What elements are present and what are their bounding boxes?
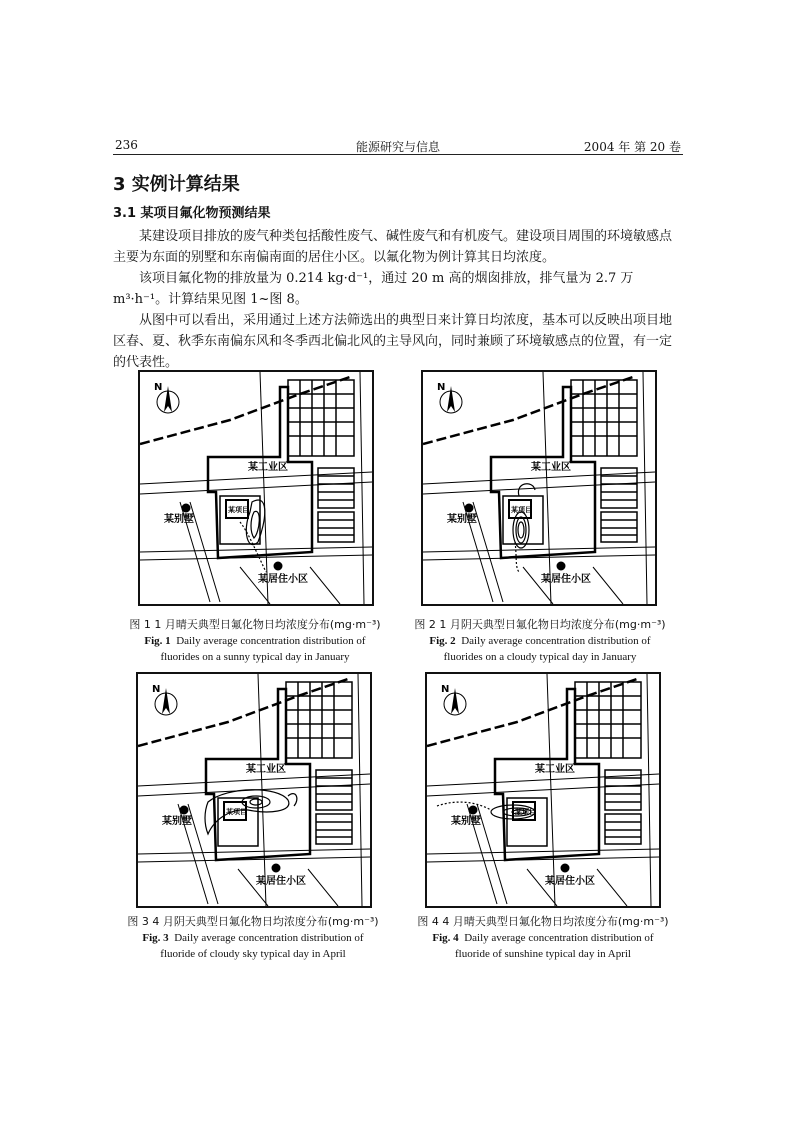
villa-label: 某别墅 — [447, 514, 477, 525]
figure-4-caption-en2: fluoride of sunshine typical day in April — [455, 948, 631, 960]
residential-label: 某居住小区 — [545, 876, 595, 887]
figure-3-label: Fig. 3 — [142, 932, 169, 944]
figure-1-label: Fig. 1 — [144, 635, 171, 647]
figure-2-caption-cn: 图 2 1 月阴天典型日氟化物日均浓度分布(mg·m⁻³) — [414, 618, 666, 631]
residential-label: 某居住小区 — [256, 876, 306, 887]
figure-4-map — [425, 672, 661, 908]
year-volume: 2004 年 第 20 卷 — [583, 140, 681, 154]
figure-1-caption-en1: Daily average concentration distribution of — [176, 635, 366, 647]
subsection-title: 3.1 某项目氟化物预测结果 — [113, 206, 271, 221]
figure-3-caption-en2: fluoride of cloudy sky typical day in April — [160, 948, 346, 960]
villa-label: 某别墅 — [162, 816, 192, 827]
paragraph-2: 该项目氟化物的排放量为 0.214 kg·d⁻¹，通过 20 m 高的烟囱排放，排气量为 2.7 万 m³·h⁻¹。计算结果见图 1~图 8。 — [113, 271, 634, 307]
residential-label: 某居住小区 — [258, 574, 308, 585]
industrial-zone-label: 某工业区 — [535, 764, 575, 775]
figure-4-caption-cn: 图 4 4 月晴天典型日氟化物日均浓度分布(mg·m⁻³) — [417, 915, 669, 928]
journal-name: 能源研究与信息 — [355, 140, 440, 154]
project-label: 某项目 — [228, 506, 249, 514]
figure-2-map — [421, 370, 657, 606]
figure-3-map — [136, 672, 372, 908]
villa-label: 某别墅 — [451, 816, 481, 827]
figure-4-caption — [398, 914, 688, 962]
north-label: N — [154, 382, 163, 393]
north-label: N — [437, 382, 446, 393]
project-label: 某项目 — [515, 808, 536, 816]
industrial-zone-label: 某工业区 — [248, 462, 288, 473]
figure-2-caption-en1: Daily average concentration distribution of — [461, 635, 651, 647]
section-title: 3 实例计算结果 — [113, 174, 240, 195]
figure-1-caption — [110, 617, 400, 665]
figure-3-caption — [108, 914, 398, 962]
project-label: 某项目 — [511, 506, 532, 514]
figure-4-caption-en1: Daily average concentration distribution of — [464, 932, 654, 944]
project-label: 某项目 — [226, 808, 247, 816]
figure-2-caption-en2: fluorides on a cloudy typical day in January — [443, 651, 637, 663]
figure-2-caption — [395, 617, 685, 665]
paragraph-1: 某建设项目排放的废气种类包括酸性废气、碱性废气和有机废气。建设项目周围的环境敏感点主要为东面的别墅和东南偏南面的居住小区。以氟化物为例计算其日均浓度。 — [113, 229, 673, 265]
page-number: 236 — [115, 138, 138, 152]
figure-1-map — [138, 370, 374, 606]
figure-1-caption-en2: fluorides on a sunny typical day in January — [160, 651, 350, 663]
figure-2-label: Fig. 2 — [429, 635, 456, 647]
paragraph-3: 从图中可以看出，采用通过上述方法筛选出的典型日来计算日均浓度，基本可以反映出项目地区春、夏、秋季东南偏东风和冬季西北偏北风的主导风向，同时兼顾了环境敏感点的位置，有一定的代表性。 — [113, 313, 673, 370]
figure-3-caption-en1: Daily average concentration distribution of — [174, 932, 364, 944]
residential-label: 某居住小区 — [541, 574, 591, 585]
industrial-zone-label: 某工业区 — [531, 462, 571, 473]
figure-3-caption-cn: 图 3 4 月阴天典型日氟化物日均浓度分布(mg·m⁻³) — [127, 915, 379, 928]
running-header — [113, 136, 683, 155]
figure-1-caption-cn: 图 1 1 月晴天典型日氟化物日均浓度分布(mg·m⁻³) — [129, 618, 381, 631]
villa-label: 某别墅 — [164, 514, 194, 525]
figure-4-label: Fig. 4 — [432, 932, 459, 944]
industrial-zone-label: 某工业区 — [246, 764, 286, 775]
north-label: N — [441, 684, 450, 695]
north-label: N — [152, 684, 161, 695]
